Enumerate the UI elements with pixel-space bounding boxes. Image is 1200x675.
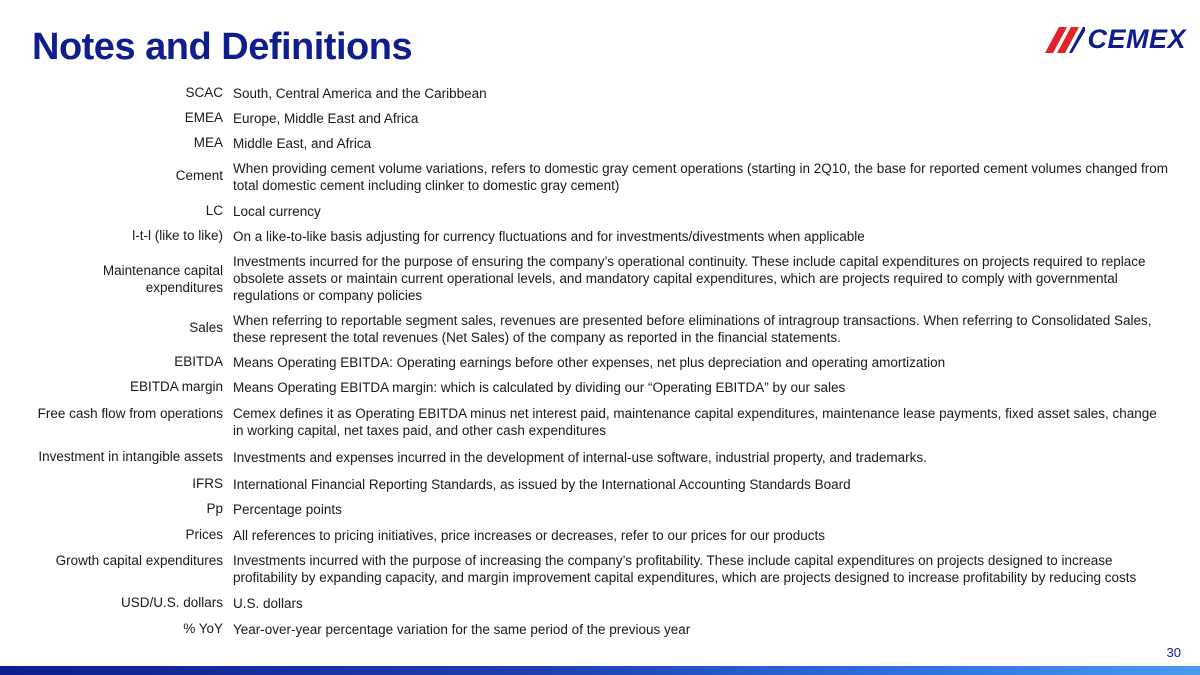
footer-gradient-bar [0,666,1200,675]
definition-description: Cemex defines it as Operating EBITDA minus net interest paid, maintenance capital expenditures, maintenance lease payments, fixed asset sales, change in working capital, net taxes paid, and other cash expenditures [233,406,1157,438]
definition-term: Sales [189,320,223,335]
definition-description: Investments incurred with the purpose of increasing the company’s profitability. These include capital expenditures on projects designed to increase profitability by expanding capacity, and margin improvement capital expenditures, which are projects designed to increase profitability by reducing costs [233,553,1137,585]
definition-description: Percentage points [233,502,342,517]
page-number: 30 [1166,645,1181,660]
definition-description: International Financial Reporting Standards, as issued by the International Accounting Standards Board [233,477,851,492]
definition-description: Europe, Middle East and Africa [233,111,419,126]
definition-term: l-t-l (like to like) [132,228,223,243]
definition-description: On a like-to-like basis adjusting for currency fluctuations and for investments/divestments when applicable [233,229,865,244]
definition-term: MEA [193,135,223,150]
definition-term: EMEA [184,110,223,125]
definition-description: Middle East, and Africa [233,136,372,151]
definition-description: South, Central America and the Caribbean [233,86,487,101]
definition-description: Year-over-year percentage variation for the same period of the previous year [233,622,691,637]
definition-term: % YoY [183,621,223,636]
definition-term: Growth capital expenditures [55,553,223,568]
definition-description: Means Operating EBITDA: Operating earnings before other expenses, net plus depreciation and operating amortization [233,355,946,370]
logo-text: CEMEX [1087,24,1186,54]
definition-term: Investment in intangible assets [38,449,223,464]
definition-description: When referring to reportable segment sales, revenues are presented before eliminations of intragroup transactions. When referring to Consolidated Sales, these represent the total revenues (Net Sales) of the company as reported in the financial statements. [233,313,1152,345]
definition-term: IFRS [192,476,223,491]
definition-description: Investments and expenses incurred in the development of internal-use software, industrial property, and trademarks. [233,450,927,465]
definition-description: When providing cement volume variations, refers to domestic gray cement operations (starting in 2Q10, the base for reported cement volumes changed from total domestic cement including clinker to domestic gray cement) [233,161,1168,193]
definition-description: U.S. dollars [233,596,303,611]
definition-term: Cement [175,168,223,183]
definition-term: SCAC [185,85,223,100]
definition-description: All references to pricing initiatives, price increases or decreases, refer to our prices for our products [233,528,826,543]
definition-description: Investments incurred for the purpose of ensuring the company’s operational continuity. These include capital expenditures on projects required to replace obsolete assets or maintain current operational levels, and mandatory capital expenditures, which are projects required to comply with governmental regulations or company policies [233,254,1146,303]
page-title: Notes and Definitions [32,26,413,68]
definition-term: Prices [185,527,223,542]
definition-term: USD/U.S. dollars [120,595,223,610]
definition-description: Means Operating EBITDA margin: which is calculated by dividing our “Operating EBITDA” by our sales [233,380,846,395]
definition-term: Pp [206,501,223,516]
definition-term: EBITDA [174,354,223,369]
definition-term: Free cash flow from operations [37,406,223,421]
definition-term: EBITDA margin [129,379,223,394]
definition-term: Maintenance capital expenditures [102,263,223,295]
definition-term: LC [205,203,223,218]
definition-description: Local currency [233,204,321,219]
